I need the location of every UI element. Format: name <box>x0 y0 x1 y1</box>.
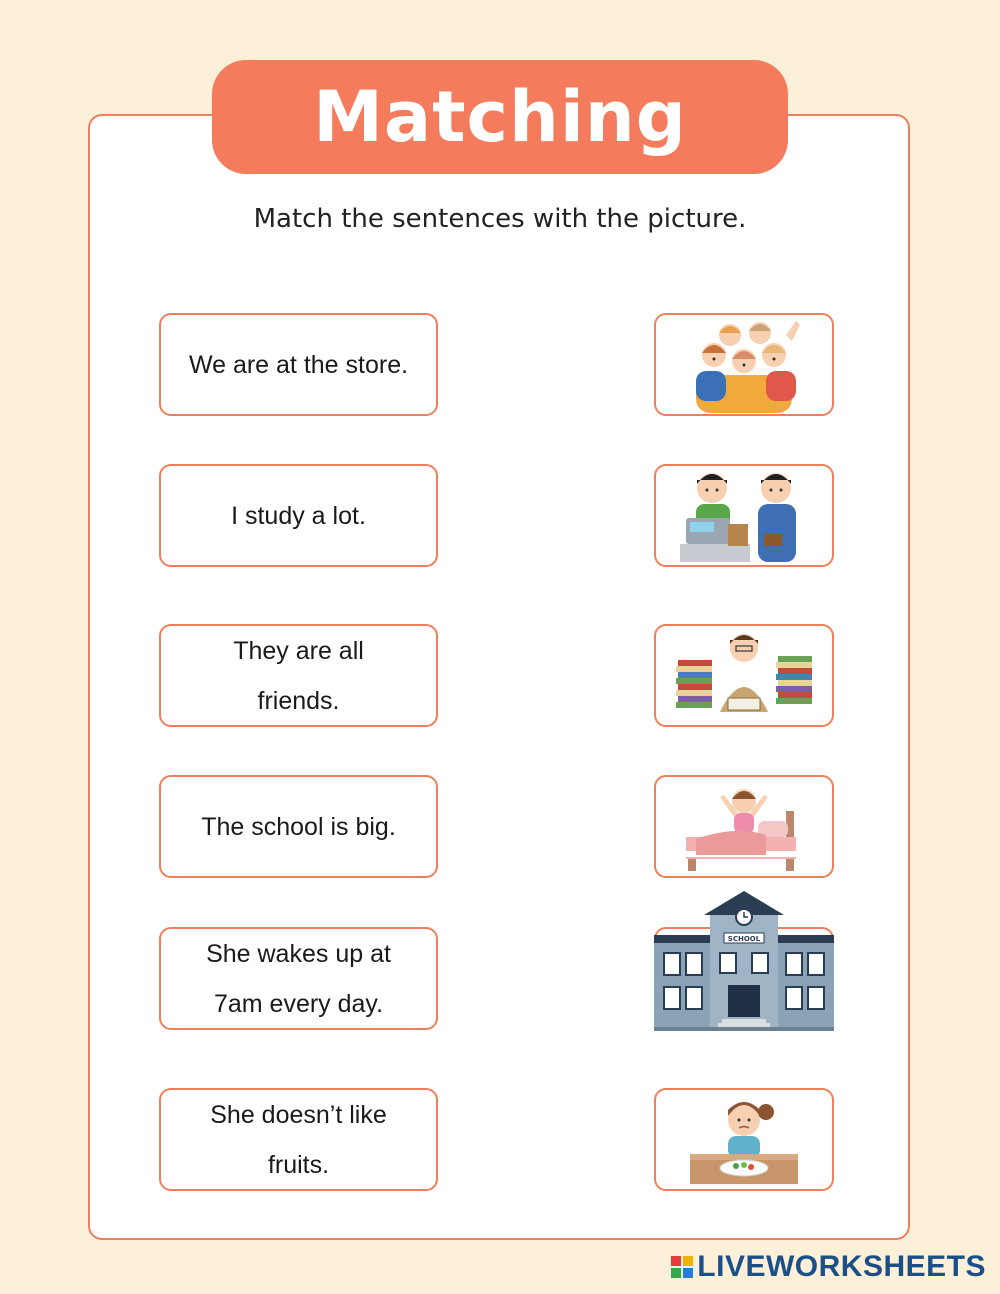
group-of-friends-picture <box>656 315 832 414</box>
sentence-text: She wakes up at 7am every day. <box>206 939 391 1018</box>
page-title: Matching <box>212 60 788 174</box>
picture-card-1[interactable] <box>654 313 834 416</box>
picture-card-5[interactable] <box>654 927 834 1030</box>
sentence-card-4[interactable] <box>159 775 438 878</box>
sentence-text: The school is big. <box>201 812 396 841</box>
sentence-text: We are at the store. <box>188 350 409 379</box>
student-with-books-picture <box>656 626 832 725</box>
liveworksheets-logo[interactable] <box>671 1250 986 1284</box>
school-building-picture <box>654 891 834 1031</box>
school-sign-text: SCHOOL <box>727 935 761 943</box>
sentence-text: I study a lot. <box>231 501 366 530</box>
logo-text: LIVEWORKSHEETS <box>697 1250 986 1283</box>
instructions-text: Match the sentences with the picture. <box>253 204 747 234</box>
store-checkout-picture <box>656 466 832 565</box>
girl-with-salad-picture <box>656 1090 832 1189</box>
sentence-card-3[interactable] <box>159 624 438 727</box>
picture-card-3[interactable] <box>654 624 834 727</box>
picture-card-2[interactable] <box>654 464 834 567</box>
picture-card-4[interactable] <box>654 775 834 878</box>
sentence-text: They are all friends. <box>233 636 364 715</box>
girl-waking-up-picture <box>656 777 832 876</box>
sentence-card-6[interactable] <box>159 1088 438 1191</box>
sentence-card-2[interactable] <box>159 464 438 567</box>
sentence-text: She doesn’t like fruits. <box>210 1100 387 1179</box>
sentence-card-5[interactable] <box>159 927 438 1030</box>
logo-blocks-icon <box>671 1256 693 1278</box>
sentence-card-1[interactable] <box>159 313 438 416</box>
picture-card-6[interactable] <box>654 1088 834 1191</box>
